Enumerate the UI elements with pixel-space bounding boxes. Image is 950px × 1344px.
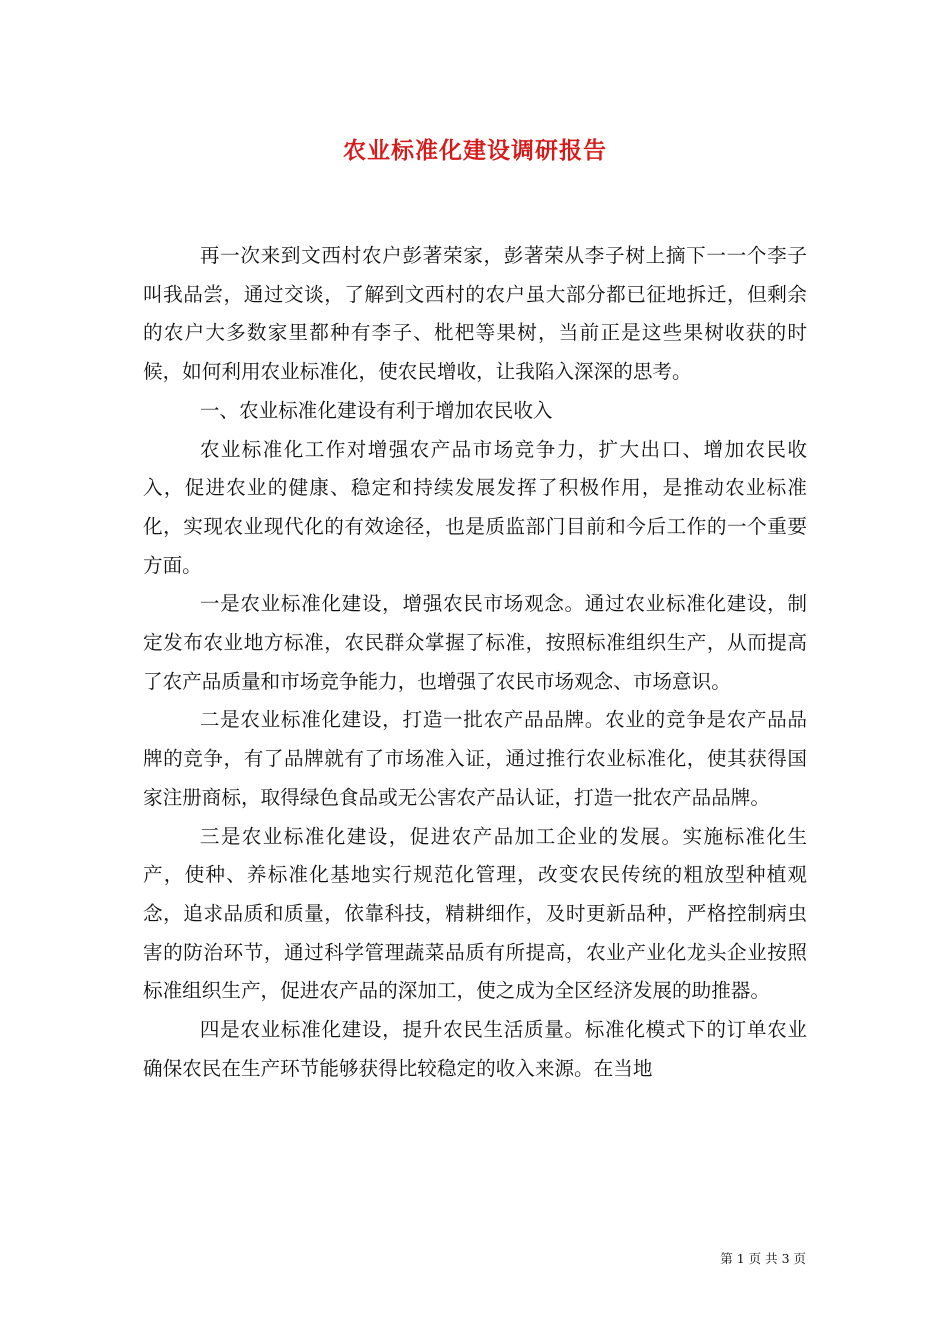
paragraph-point-3: 三是农业标准化建设，促进农产品加工企业的发展。实施标准化生产，使种、养标准化基地实行规范化管理，改变农民传统的粗放型种植观念，追求品质和质量，依靠科技，精耕细作，及时更新品种，严格控制病虫害的防治环节，通过科学管理蔬菜品质有所提高，农业产业化龙头企业按照标准组织生产，促进农产品的深加工，使之成为全区经济发展的助推器。 bbox=[143, 824, 807, 1003]
paragraph-overview: 农业标准化工作对增强农产品市场竞争力，扩大出口、增加农民收入，促进农业的健康、稳定和持续发展发挥了积极作用，是推动农业标准化，实现农业现代化的有效途径，也是质监部门目前和今后工作的一个重要方面。 bbox=[143, 437, 807, 577]
paragraph-point-1: 一是农业标准化建设，增强农民市场观念。通过农业标准化建设，制定发布农业地方标准，农民群众掌握了标准，按照标准组织生产，从而提高了农产品质量和市场竞争能力，也增强了农民市场观念、市场意识。 bbox=[143, 592, 807, 693]
document-body bbox=[143, 237, 807, 1088]
section-heading-1: 一、农业标准化建设有利于增加农民收入 bbox=[199, 398, 553, 422]
paragraph-point-2: 二是农业标准化建设，打造一批农产品品牌。农业的竞争是农产品品牌的竞争，有了品牌就有了市场准入证，通过推行农业标准化，使其获得国家注册商标，取得绿色食品或无公害农产品认证，打造一批农产品品牌。 bbox=[143, 708, 807, 809]
document-title: 农业标准化建设调研报告 bbox=[343, 137, 607, 164]
page-number: 第 1 页 共 3 页 bbox=[720, 1251, 806, 1266]
paragraph-point-4: 四是农业标准化建设，提升农民生活质量。标准化模式下的订单农业确保农民在生产环节能够获得比较稳定的收入来源。在当地 bbox=[143, 1018, 807, 1080]
paragraph-intro: 再一次来到文西村农户彭著荣家，彭著荣从李子树上摘下一一个李子叫我品尝，通过交谈，了解到文西村的农户虽大部分都已征地拆迁，但剩余的农户大多数家里都种有李子、枇杷等果树，当前正是这些果树收获的时候，如何利用农业标准化，使农民增收，让我陷入深深的思考。 bbox=[143, 244, 807, 384]
